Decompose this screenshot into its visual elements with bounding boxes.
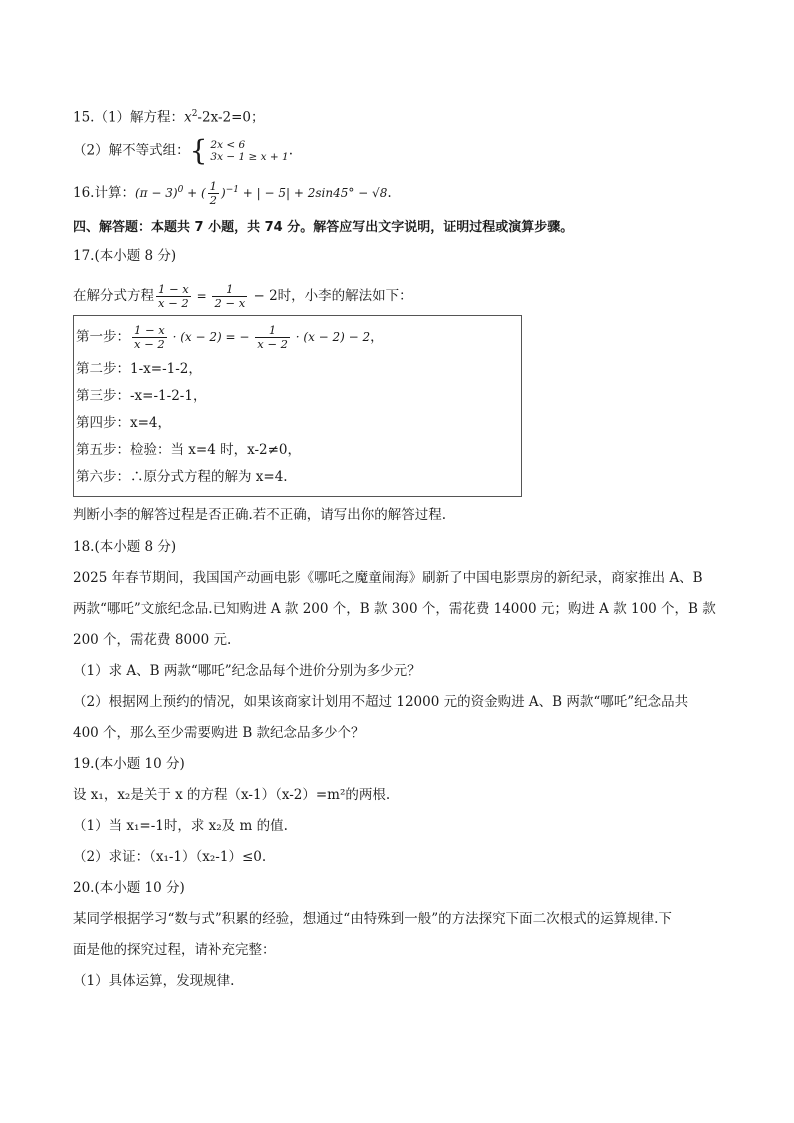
q20-text-1: 某同学根据学习“数与式”积累的经验，想通过“由特殊到一般”的方法探究下面二次根式的运算规律.下 bbox=[73, 911, 672, 927]
step-5: 第五步：检验：当 x=4 时，x-2≠0， bbox=[76, 442, 302, 458]
q17-question: 判断小李的解答过程是否正确.若不正确，请写出你的解答过程. bbox=[73, 507, 447, 523]
q17-header: 17.(本小题 8 分) bbox=[73, 248, 177, 264]
q18-text-3: 200 个，需花费 8000 元. bbox=[73, 632, 232, 648]
step-6: 第六步：∴原分式方程的解为 x=4. bbox=[76, 469, 288, 485]
q15-part1: 15.（1）解方程：$x^2-2x-2=0$； bbox=[73, 109, 265, 126]
q16: 16.计算：$(\pi - 3)^0$ + ( $\frac{1}{2}$ )$^{-1}$ + | − 5| + 2sin45° − √8. bbox=[73, 179, 392, 207]
section-heading: 四、解答题：本题共 7 小题，共 74 分。解答应写出文字说明，证明过程或演算步骤。 bbox=[73, 220, 574, 235]
step-2: 第二步：1-x=-1-2， bbox=[76, 361, 202, 377]
q17-intro: 在解分式方程 $\frac{1 - x}{x - 2}$ = $\frac{1}{2 - x}$ − 2时，小李的解法如下： bbox=[73, 282, 413, 310]
q18-part2a: （2）根据网上预约的情况，如果该商家计划用不超过 12000 元的资金购进 A、B 两款“哪吒”纪念品共 bbox=[73, 694, 689, 710]
q18-text-1: 2025 年春节期间，我国国产动画电影《哪吒之魔童闹海》刷新了中国电影票房的新纪录，商家推出 A、B bbox=[73, 570, 703, 586]
q20-part1: （1）具体运算，发现规律. bbox=[73, 973, 235, 989]
q15-part2: （2）解不等式组：{ 2x < 6 3x − 1 ≥ x + 1 . bbox=[73, 134, 294, 167]
q19-header: 19.(本小题 10 分) bbox=[73, 756, 185, 772]
q18-part1: （1）求 A、B 两款“哪吒”纪念品每个进价分别为多少元？ bbox=[73, 663, 421, 679]
step-4: 第四步：x=4， bbox=[76, 415, 172, 431]
q20-header: 20.(本小题 10 分) bbox=[73, 880, 185, 896]
step-1: 第一步： $\frac{1 - x}{x - 2}$ · (x − 2) = − $\frac{1}{x - 2}$ · (x − 2) − 2， bbox=[76, 323, 384, 351]
q18-part2b: 400 个，那么至少需要购进 B 款纪念品多少个？ bbox=[73, 725, 365, 741]
q19-part1: （1）当 x₁=-1时，求 x₂及 m 的值. bbox=[73, 818, 288, 834]
q20-text-2: 面是他的探究过程，请补充完整： bbox=[73, 942, 276, 958]
q18-text-2: 两款“哪吒”文旅纪念品.已知购进 A 款 200 个，B 款 300 个，需花费 14000 元；购进 A 款 100 个，B 款 bbox=[73, 601, 716, 617]
q19-part2: （2）求证：（x₁-1）（x₂-1）≤0. bbox=[73, 849, 267, 865]
q19-text: 设 x₁，x₂是关于 x 的方程（x-1）（x-2）=m²的两根. bbox=[73, 787, 391, 803]
step-3: 第三步：-x=-1-2-1， bbox=[76, 388, 207, 404]
q18-header: 18.(本小题 8 分) bbox=[73, 539, 177, 555]
